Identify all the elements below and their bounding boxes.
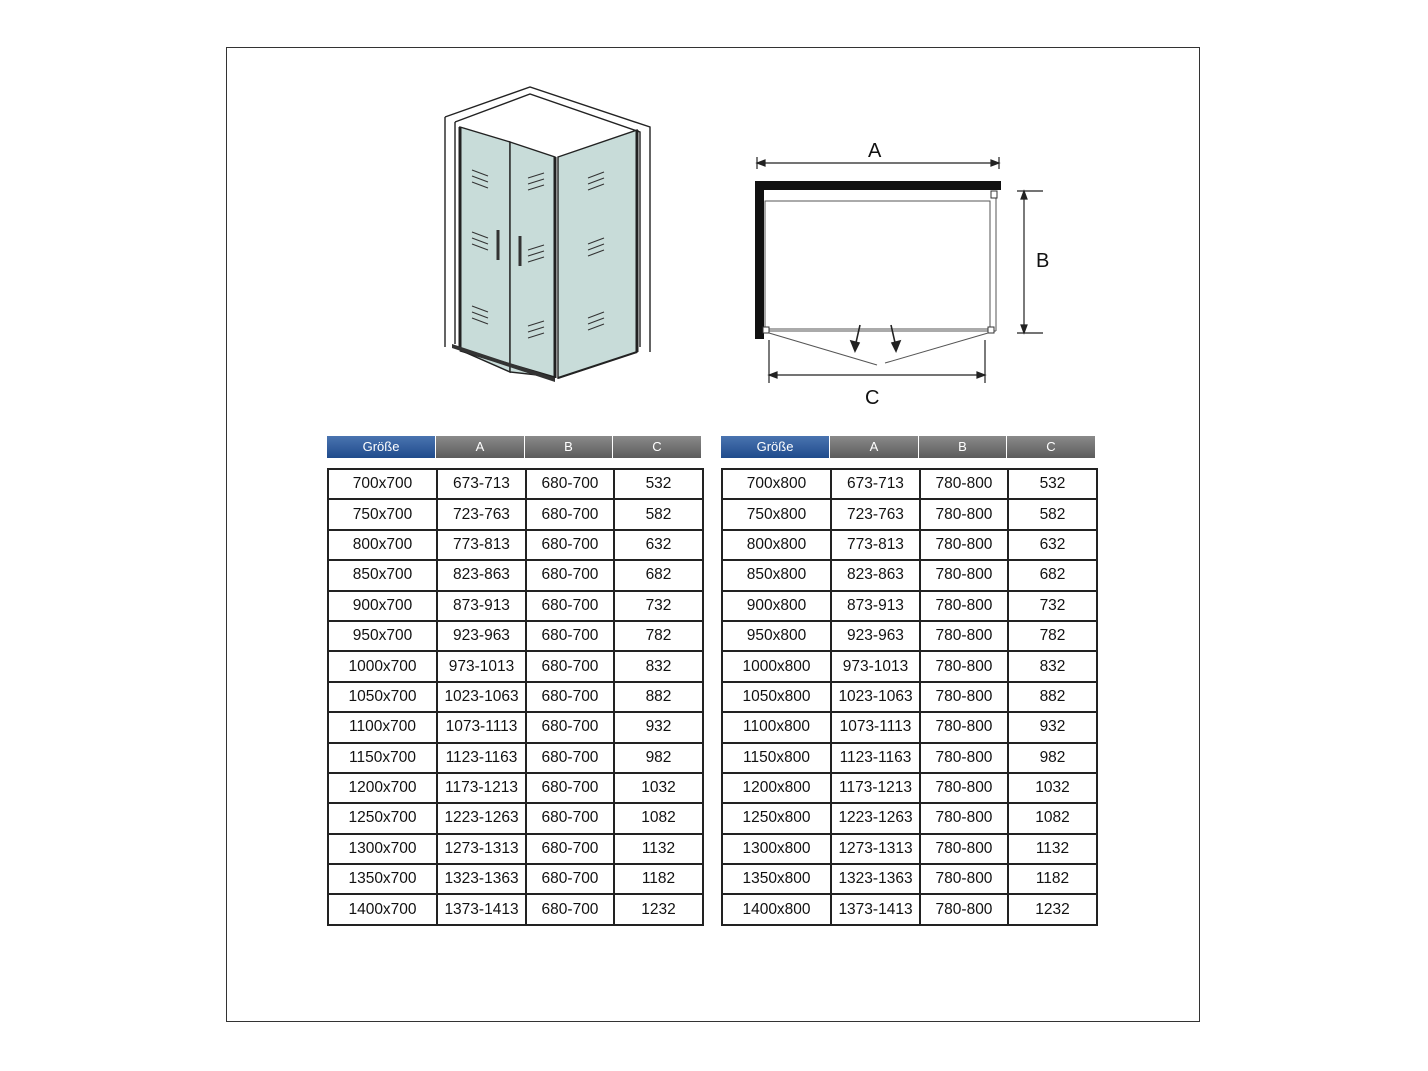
table-row bbox=[722, 834, 1097, 864]
table-row bbox=[328, 651, 703, 681]
cell-a: 673-713 bbox=[437, 469, 526, 499]
cell-c: 882 bbox=[614, 682, 703, 712]
table-row bbox=[722, 530, 1097, 560]
cell-b: 780-800 bbox=[920, 469, 1008, 499]
cell-a: 1373-1413 bbox=[831, 894, 920, 924]
cell-c: 1182 bbox=[1008, 864, 1097, 894]
cell-b: 680-700 bbox=[526, 743, 614, 773]
back-wall bbox=[755, 181, 1001, 190]
cell-c: 982 bbox=[614, 743, 703, 773]
cell-a: 973-1013 bbox=[437, 651, 526, 681]
table-row bbox=[328, 834, 703, 864]
cell-b: 780-800 bbox=[920, 803, 1008, 833]
cell-size: 1250x700 bbox=[328, 803, 437, 833]
cell-b: 780-800 bbox=[920, 499, 1008, 529]
cell-size: 1150x700 bbox=[328, 743, 437, 773]
cell-c: 582 bbox=[614, 499, 703, 529]
table-row bbox=[722, 712, 1097, 742]
cell-a: 1123-1163 bbox=[437, 743, 526, 773]
cell-c: 632 bbox=[1008, 530, 1097, 560]
header-c: C bbox=[1007, 436, 1096, 458]
cell-size: 1200x800 bbox=[722, 773, 831, 803]
cell-a: 1273-1313 bbox=[831, 834, 920, 864]
cell-b: 680-700 bbox=[526, 803, 614, 833]
cell-c: 532 bbox=[1008, 469, 1097, 499]
cell-a: 1023-1063 bbox=[831, 682, 920, 712]
table-row bbox=[328, 591, 703, 621]
cell-size: 800x700 bbox=[328, 530, 437, 560]
table-row bbox=[328, 894, 703, 924]
table-row bbox=[722, 682, 1097, 712]
cell-size: 1400x800 bbox=[722, 894, 831, 924]
cell-a: 923-963 bbox=[831, 621, 920, 651]
dimension-c-line bbox=[769, 340, 985, 383]
cell-size: 850x700 bbox=[328, 560, 437, 590]
cell-a: 673-713 bbox=[831, 469, 920, 499]
cell-c: 882 bbox=[1008, 682, 1097, 712]
cell-a: 1073-1113 bbox=[437, 712, 526, 742]
cell-b: 780-800 bbox=[920, 621, 1008, 651]
table-header bbox=[327, 436, 704, 458]
cell-b: 780-800 bbox=[920, 682, 1008, 712]
cell-c: 982 bbox=[1008, 743, 1097, 773]
cell-size: 1050x700 bbox=[328, 682, 437, 712]
size-table-left bbox=[327, 436, 704, 926]
header-groesse: Größe bbox=[327, 436, 436, 458]
table-row bbox=[328, 743, 703, 773]
cell-b: 780-800 bbox=[920, 773, 1008, 803]
cell-a: 873-913 bbox=[437, 591, 526, 621]
cell-a: 723-763 bbox=[831, 499, 920, 529]
table-row bbox=[722, 894, 1097, 924]
cell-c: 732 bbox=[614, 591, 703, 621]
cell-size: 750x700 bbox=[328, 499, 437, 529]
cell-c: 732 bbox=[1008, 591, 1097, 621]
cell-size: 1000x800 bbox=[722, 651, 831, 681]
table-row bbox=[328, 864, 703, 894]
cell-b: 680-700 bbox=[526, 864, 614, 894]
table-row bbox=[722, 621, 1097, 651]
cell-a: 823-863 bbox=[831, 560, 920, 590]
table-row bbox=[722, 803, 1097, 833]
cell-c: 932 bbox=[614, 712, 703, 742]
cell-size: 750x800 bbox=[722, 499, 831, 529]
cell-size: 800x800 bbox=[722, 530, 831, 560]
cell-c: 832 bbox=[1008, 651, 1097, 681]
cell-a: 1323-1363 bbox=[437, 864, 526, 894]
table-row bbox=[328, 530, 703, 560]
cell-c: 1132 bbox=[614, 834, 703, 864]
cell-b: 680-700 bbox=[526, 712, 614, 742]
table-row bbox=[722, 499, 1097, 529]
cell-b: 680-700 bbox=[526, 894, 614, 924]
cell-c: 932 bbox=[1008, 712, 1097, 742]
cell-b: 680-700 bbox=[526, 651, 614, 681]
cell-b: 780-800 bbox=[920, 834, 1008, 864]
cell-size: 900x700 bbox=[328, 591, 437, 621]
cell-size: 700x800 bbox=[722, 469, 831, 499]
cell-b: 780-800 bbox=[920, 530, 1008, 560]
cell-size: 1100x700 bbox=[328, 712, 437, 742]
cell-size: 1050x800 bbox=[722, 682, 831, 712]
dimension-b-label: B bbox=[1036, 250, 1050, 272]
cell-size: 1400x700 bbox=[328, 894, 437, 924]
cell-c: 682 bbox=[614, 560, 703, 590]
cell-a: 1023-1063 bbox=[437, 682, 526, 712]
cell-a: 1123-1163 bbox=[831, 743, 920, 773]
cell-b: 780-800 bbox=[920, 864, 1008, 894]
cell-size: 950x700 bbox=[328, 621, 437, 651]
cell-c: 782 bbox=[1008, 621, 1097, 651]
cell-c: 1232 bbox=[614, 894, 703, 924]
cell-a: 1223-1263 bbox=[437, 803, 526, 833]
cell-a: 1073-1113 bbox=[831, 712, 920, 742]
table-row bbox=[328, 803, 703, 833]
table-row bbox=[722, 591, 1097, 621]
cell-c: 1082 bbox=[1008, 803, 1097, 833]
cell-b: 780-800 bbox=[920, 743, 1008, 773]
size-table-right bbox=[721, 436, 1098, 926]
cell-size: 1100x800 bbox=[722, 712, 831, 742]
shower-enclosure-illustration bbox=[440, 82, 660, 387]
dimension-c-label: C bbox=[865, 387, 880, 409]
table-row bbox=[722, 469, 1097, 499]
cell-size: 850x800 bbox=[722, 560, 831, 590]
header-groesse: Größe bbox=[721, 436, 830, 458]
header-b: B bbox=[525, 436, 613, 458]
table-header bbox=[721, 436, 1098, 458]
table-row bbox=[722, 773, 1097, 803]
table-row bbox=[328, 682, 703, 712]
cell-a: 1173-1213 bbox=[831, 773, 920, 803]
dimension-a-label: A bbox=[868, 140, 882, 162]
cell-c: 1082 bbox=[614, 803, 703, 833]
table-row bbox=[328, 560, 703, 590]
cell-b: 680-700 bbox=[526, 530, 614, 560]
table-row bbox=[328, 499, 703, 529]
cell-b: 780-800 bbox=[920, 591, 1008, 621]
table-row bbox=[722, 560, 1097, 590]
table-body bbox=[327, 468, 704, 926]
cell-size: 1300x800 bbox=[722, 834, 831, 864]
plan-view-diagram bbox=[745, 135, 1065, 395]
table-row bbox=[722, 743, 1097, 773]
cell-size: 1250x800 bbox=[722, 803, 831, 833]
cell-size: 950x800 bbox=[722, 621, 831, 651]
cell-b: 680-700 bbox=[526, 621, 614, 651]
cell-c: 682 bbox=[1008, 560, 1097, 590]
header-c: C bbox=[613, 436, 702, 458]
cell-c: 832 bbox=[614, 651, 703, 681]
table-row bbox=[722, 864, 1097, 894]
table-row bbox=[328, 773, 703, 803]
cell-c: 532 bbox=[614, 469, 703, 499]
cell-c: 1182 bbox=[614, 864, 703, 894]
cell-size: 1350x700 bbox=[328, 864, 437, 894]
cell-c: 1132 bbox=[1008, 834, 1097, 864]
cell-a: 1173-1213 bbox=[437, 773, 526, 803]
cell-a: 1223-1263 bbox=[831, 803, 920, 833]
header-a: A bbox=[830, 436, 919, 458]
cell-c: 632 bbox=[614, 530, 703, 560]
cell-a: 873-913 bbox=[831, 591, 920, 621]
cell-a: 1373-1413 bbox=[437, 894, 526, 924]
cell-b: 680-700 bbox=[526, 560, 614, 590]
cell-b: 780-800 bbox=[920, 894, 1008, 924]
cell-a: 723-763 bbox=[437, 499, 526, 529]
cell-size: 900x800 bbox=[722, 591, 831, 621]
cell-b: 680-700 bbox=[526, 591, 614, 621]
cell-b: 780-800 bbox=[920, 651, 1008, 681]
cell-size: 1200x700 bbox=[328, 773, 437, 803]
cell-b: 680-700 bbox=[526, 773, 614, 803]
cell-a: 1323-1363 bbox=[831, 864, 920, 894]
cell-b: 680-700 bbox=[526, 834, 614, 864]
header-b: B bbox=[919, 436, 1007, 458]
cell-a: 773-813 bbox=[437, 530, 526, 560]
side-wall bbox=[755, 181, 764, 339]
cell-size: 1000x700 bbox=[328, 651, 437, 681]
cell-b: 780-800 bbox=[920, 712, 1008, 742]
table-row bbox=[328, 621, 703, 651]
cell-size: 700x700 bbox=[328, 469, 437, 499]
table-row bbox=[328, 712, 703, 742]
cell-c: 1232 bbox=[1008, 894, 1097, 924]
cell-size: 1150x800 bbox=[722, 743, 831, 773]
cell-a: 923-963 bbox=[437, 621, 526, 651]
cell-a: 773-813 bbox=[831, 530, 920, 560]
cell-b: 680-700 bbox=[526, 499, 614, 529]
table-row bbox=[722, 651, 1097, 681]
cell-size: 1300x700 bbox=[328, 834, 437, 864]
cell-b: 780-800 bbox=[920, 560, 1008, 590]
cell-size: 1350x800 bbox=[722, 864, 831, 894]
cell-c: 1032 bbox=[614, 773, 703, 803]
table-row bbox=[328, 469, 703, 499]
cell-c: 582 bbox=[1008, 499, 1097, 529]
cell-b: 680-700 bbox=[526, 469, 614, 499]
cell-a: 823-863 bbox=[437, 560, 526, 590]
cell-c: 782 bbox=[614, 621, 703, 651]
cell-a: 1273-1313 bbox=[437, 834, 526, 864]
cell-c: 1032 bbox=[1008, 773, 1097, 803]
header-a: A bbox=[436, 436, 525, 458]
table-body bbox=[721, 468, 1098, 926]
cell-b: 680-700 bbox=[526, 682, 614, 712]
cell-a: 973-1013 bbox=[831, 651, 920, 681]
